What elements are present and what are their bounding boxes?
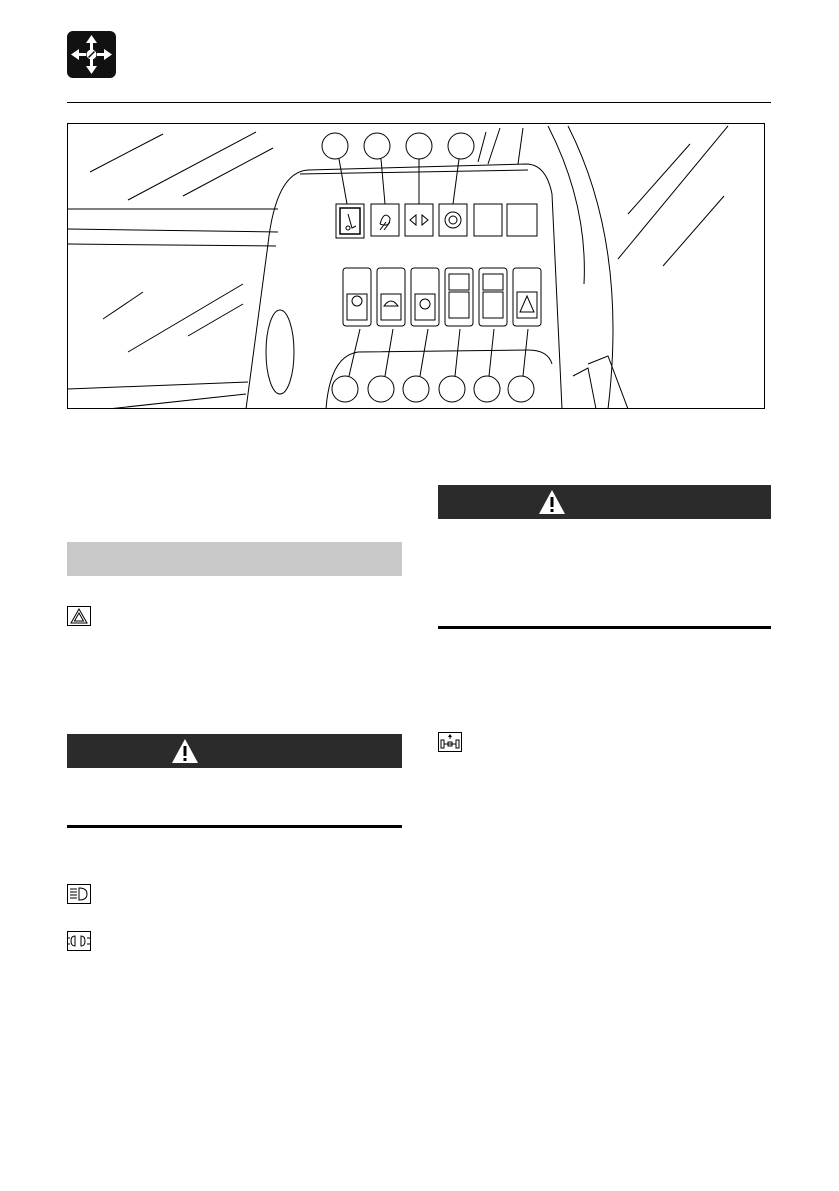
warning-triangle-icon: [171, 738, 199, 764]
warning-bar-right: [438, 485, 771, 519]
hazard-triangle-icon: [67, 606, 91, 626]
sidelights-icon: [67, 931, 91, 951]
warning-end-rule-left: [67, 825, 402, 828]
warning-bar-left: [67, 734, 402, 768]
four-way-arrows-icon: [67, 31, 116, 78]
main-beam-icon: [67, 884, 91, 904]
warning-triangle-icon: [538, 489, 566, 515]
section-heading-bar: [67, 542, 402, 576]
switch-panel-figure: [67, 123, 765, 409]
axle-lock-icon: [438, 732, 462, 752]
warning-end-rule-right: [438, 626, 771, 629]
header-rule: [67, 102, 771, 103]
